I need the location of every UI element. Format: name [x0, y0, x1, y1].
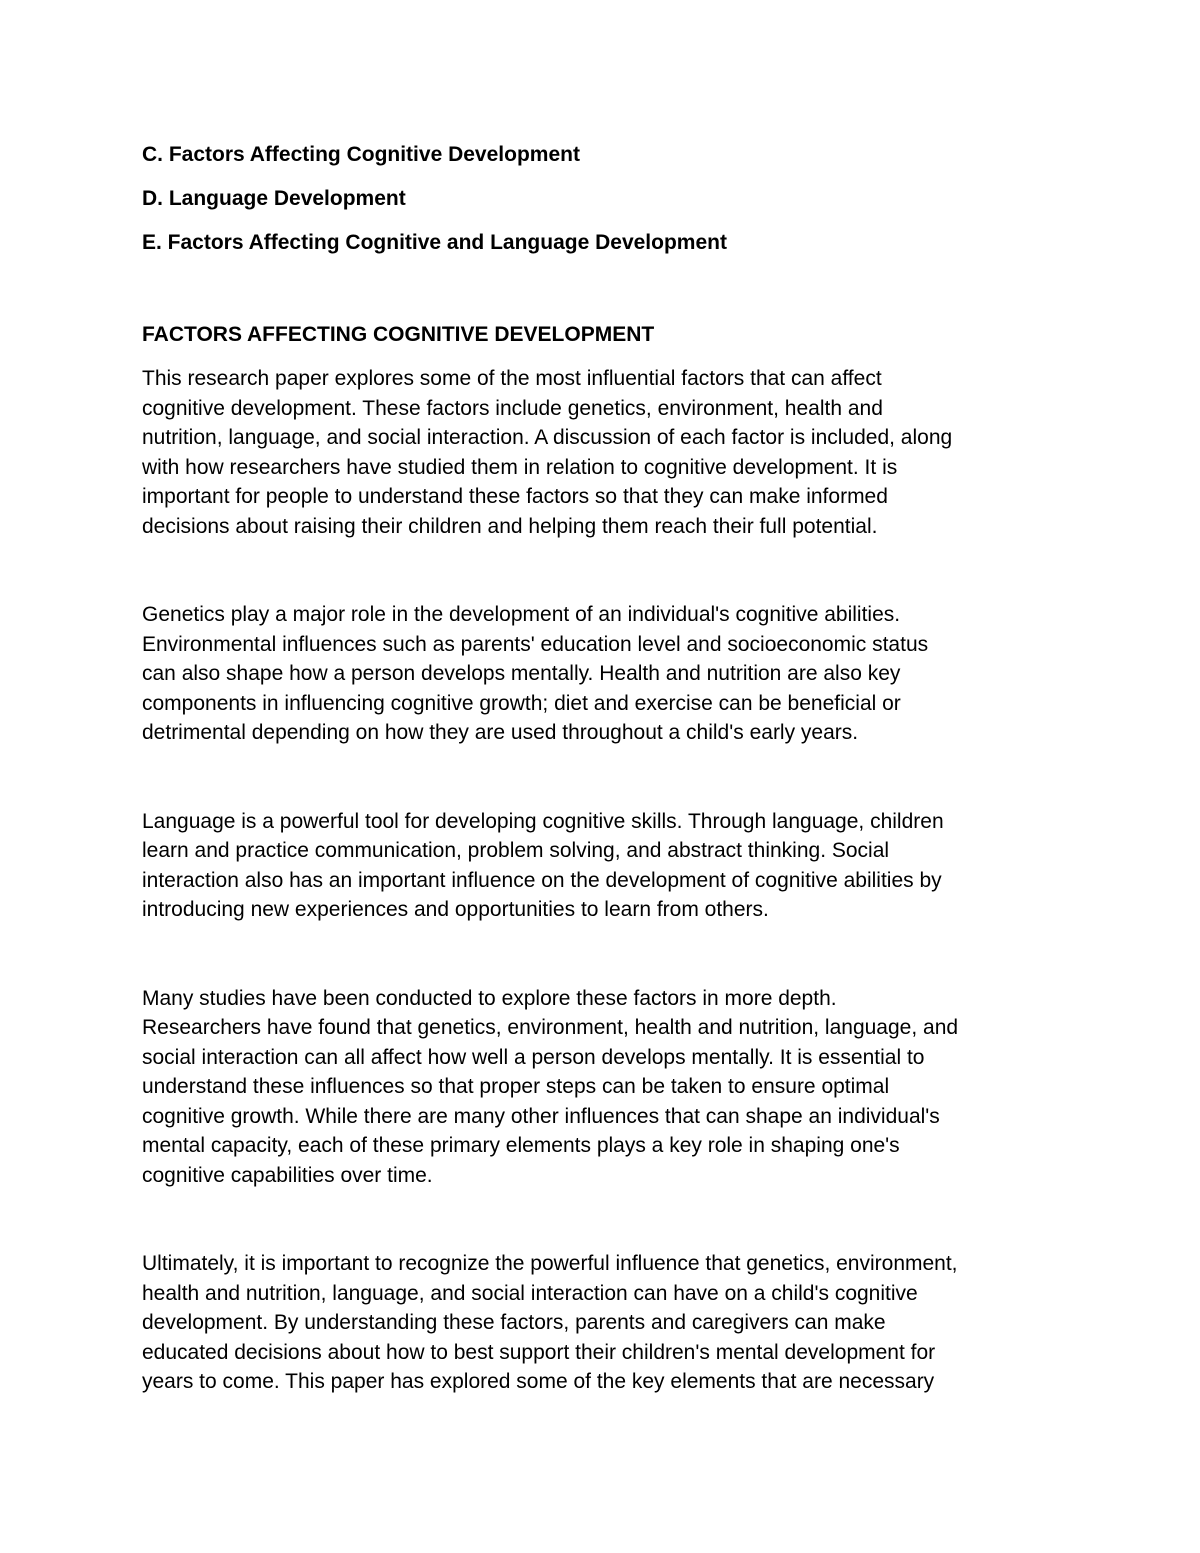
section-title: FACTORS AFFECTING COGNITIVE DEVELOPMENT	[142, 323, 655, 346]
text-line: This research paper explores some of the most influential factors that can affect	[142, 367, 882, 390]
outline-item-c: C. Factors Affecting Cognitive Development	[142, 143, 580, 166]
text-line: Researchers have found that genetics, environment, health and nutrition, language, and	[142, 1016, 959, 1039]
text-line: mental capacity, each of these primary elements plays a key role in shaping one's	[142, 1134, 900, 1157]
paragraph-genetics	[142, 600, 1082, 748]
text-line: cognitive capabilities over time.	[142, 1163, 433, 1187]
paragraph-intro	[142, 364, 1082, 541]
text-line: can also shape how a person develops mentally. Health and nutrition are also key	[142, 662, 901, 685]
text-line: Environmental influences such as parents' education level and socioeconomic status	[142, 632, 929, 656]
text-line: components in influencing cognitive growth; diet and exercise can be beneficial or	[142, 691, 901, 715]
text-line: Genetics play a major role in the development of an individual's cognitive abilities.	[142, 603, 901, 626]
paragraph-language	[142, 807, 1082, 925]
text-line: social interaction can all affect how well a person develops mentally. It is essential to	[142, 1045, 925, 1069]
text-line: years to come. This paper has explored some of the key elements that are necessary	[142, 1370, 935, 1393]
text-line: nutrition, language, and social interaction. A discussion of each factor is included, along	[142, 426, 953, 449]
text-line: interaction also has an important influence on the development of cognitive abilities by	[142, 868, 942, 892]
text-line: introducing new experiences and opportunities to learn from others.	[142, 898, 769, 921]
text-line: cognitive growth. While there are many other influences that can shape an individual's	[142, 1104, 940, 1128]
text-line: decisions about raising their children and helping them reach their full potential.	[142, 514, 878, 538]
outline-item-e: E. Factors Affecting Cognitive and Language Development	[142, 231, 727, 254]
document-page	[142, 140, 1082, 1397]
paragraph-conclusion	[142, 1249, 1082, 1397]
text-line: Ultimately, it is important to recognize the powerful influence that genetics, environment,	[142, 1252, 958, 1275]
text-line: health and nutrition, language, and social interaction can have on a child's cognitive	[142, 1281, 918, 1305]
text-line: detrimental depending on how they are used throughout a child's early years.	[142, 721, 859, 744]
text-line: educated decisions about how to best support their children's mental development for	[142, 1340, 936, 1364]
outline-list	[142, 140, 1082, 258]
text-line: with how researchers have studied them in relation to cognitive development. It is	[142, 455, 898, 479]
text-line: Many studies have been conducted to explore these factors in more depth.	[142, 986, 837, 1010]
text-line: understand these influences so that proper steps can be taken to ensure optimal	[142, 1075, 890, 1098]
text-line: Language is a powerful tool for developing cognitive skills. Through language, children	[142, 809, 944, 833]
text-line: learn and practice communication, problem solving, and abstract thinking. Social	[142, 839, 890, 862]
text-line: development. By understanding these factors, parents and caregivers can make	[142, 1311, 886, 1334]
text-line: important for people to understand these factors so that they can make informed	[142, 485, 888, 508]
paragraph-studies	[142, 984, 1082, 1191]
text-line: cognitive development. These factors include genetics, environment, health and	[142, 396, 883, 420]
outline-item-d: D. Language Development	[142, 187, 406, 210]
